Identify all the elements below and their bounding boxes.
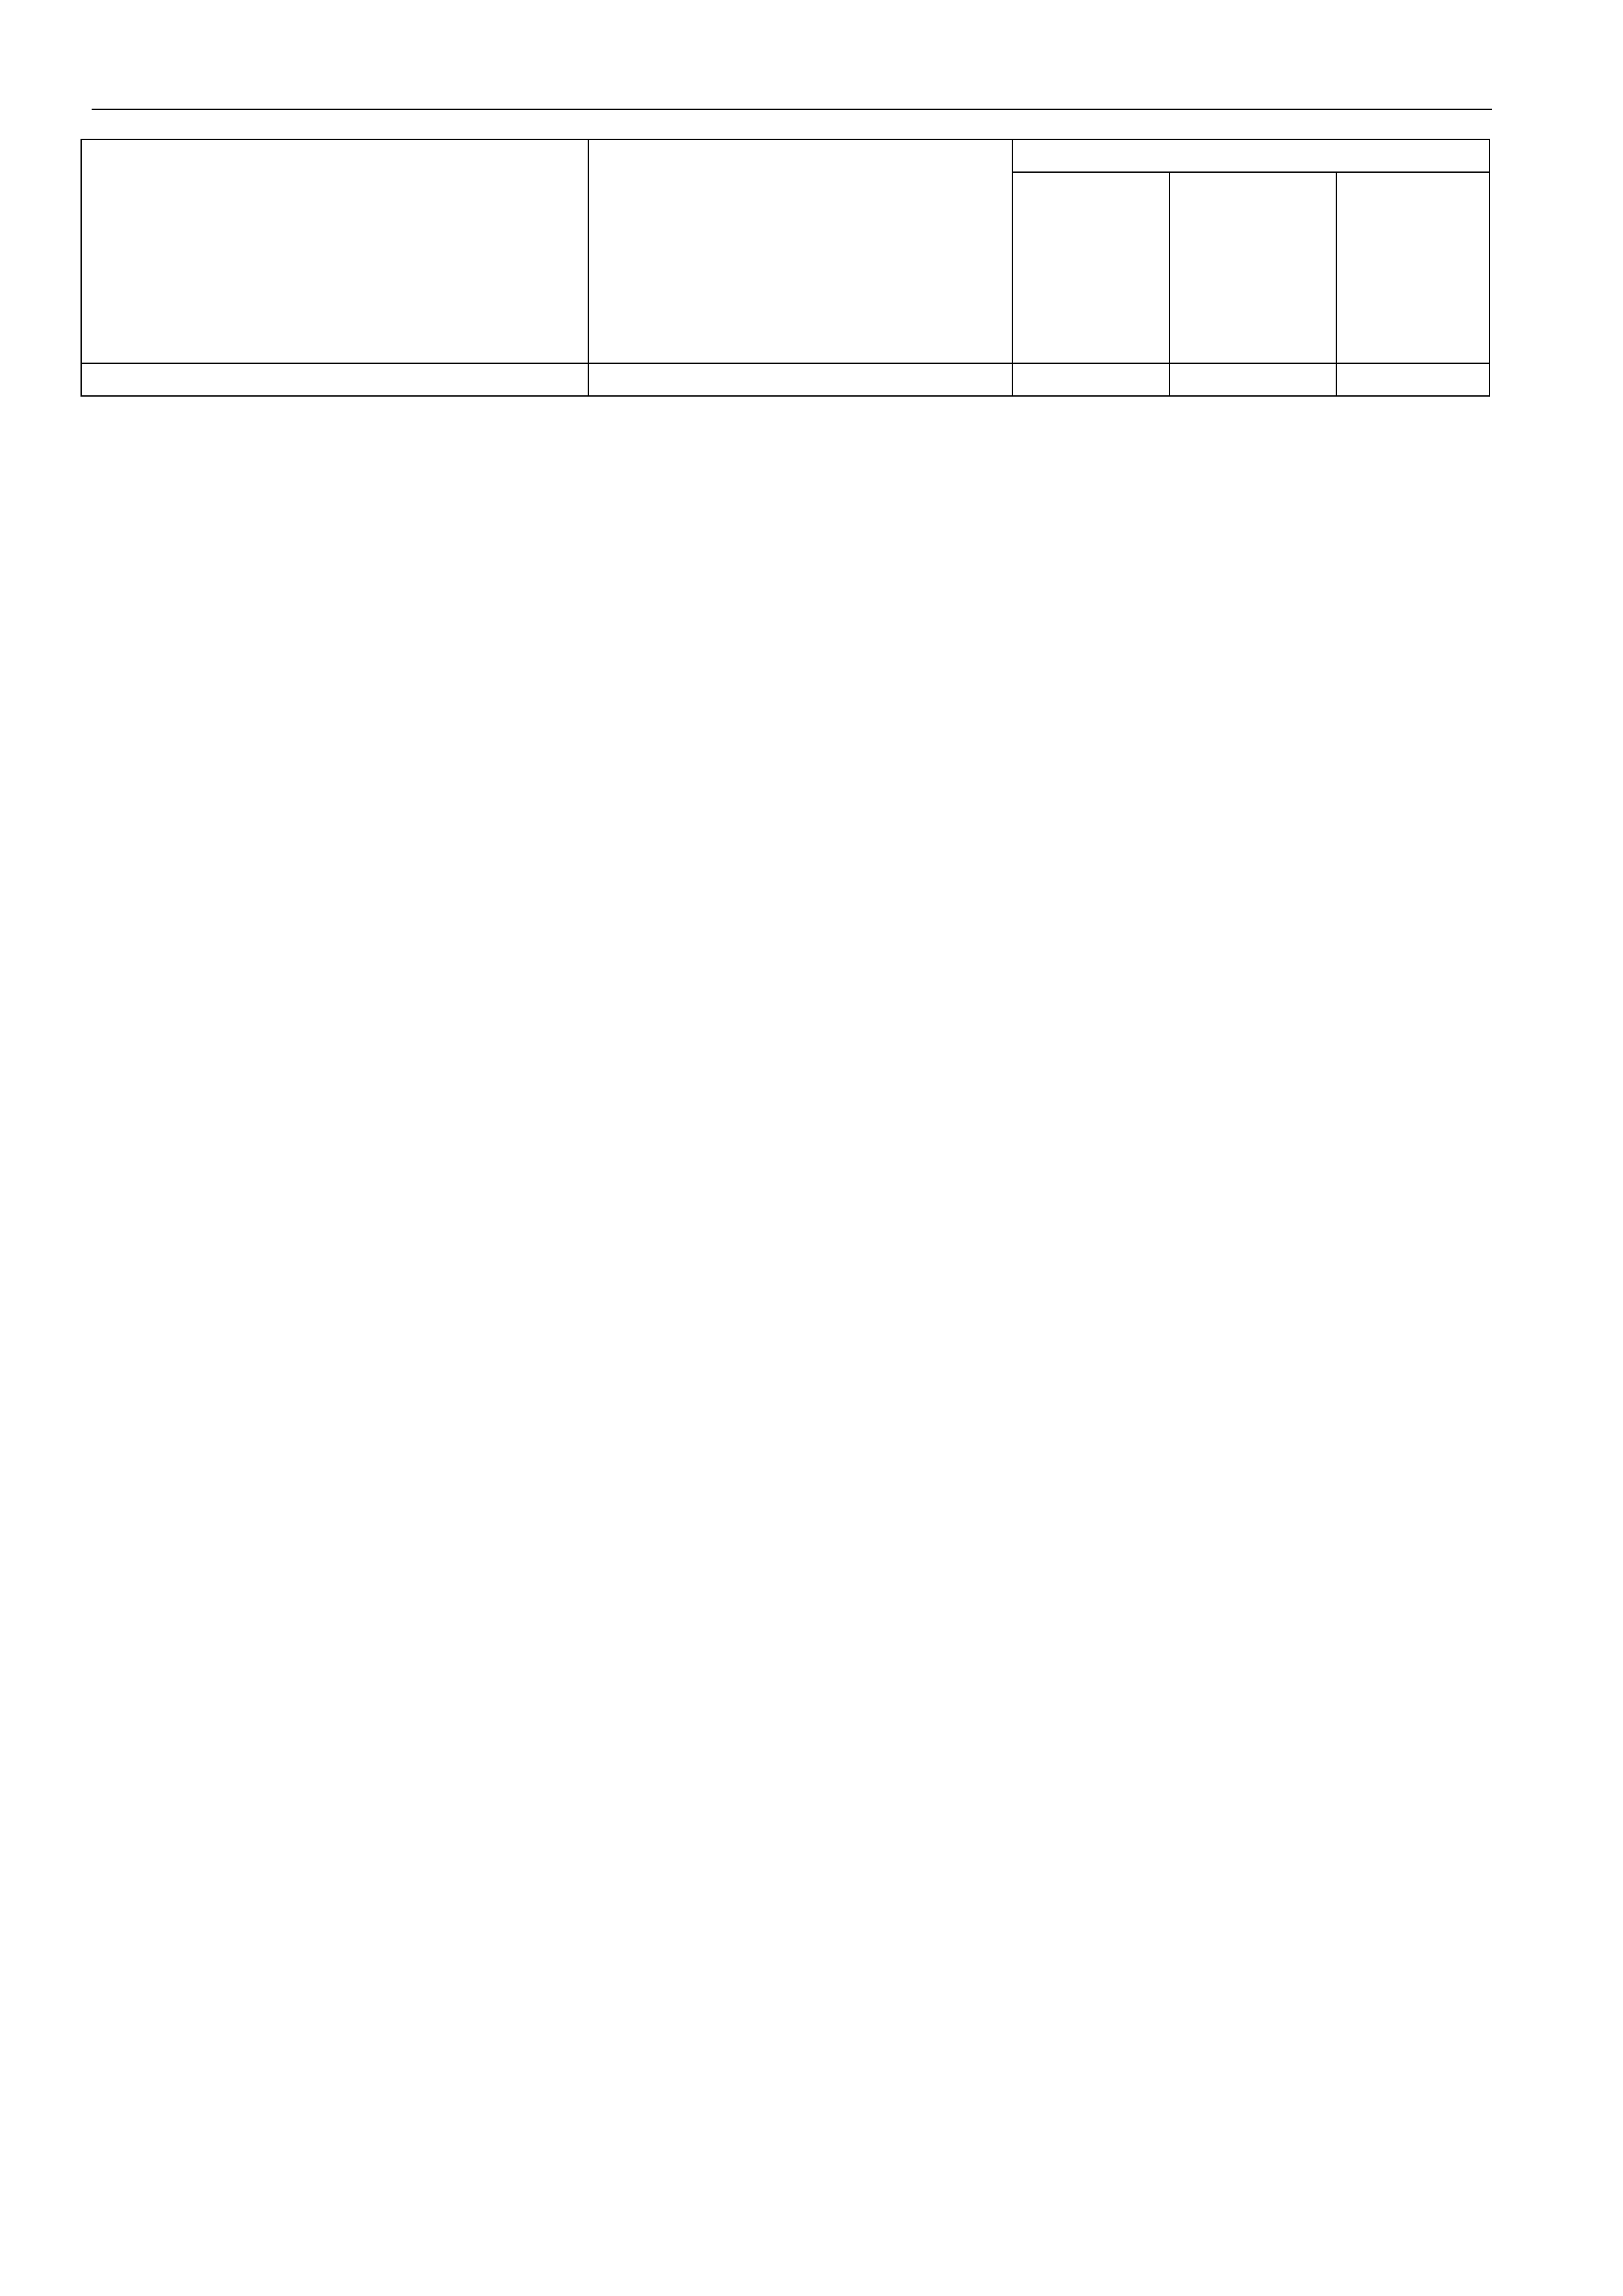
- column-number: [1169, 363, 1336, 396]
- column-number: [1012, 363, 1169, 396]
- column-number: [588, 363, 1012, 396]
- header-divider: [92, 109, 1492, 110]
- col-header-coef-materials: [1336, 172, 1489, 363]
- coefficients-table-body: [81, 139, 1489, 396]
- header-row-1: [81, 139, 1489, 172]
- col-header-code: [588, 139, 1012, 363]
- col-header-coefficients: [1012, 139, 1489, 172]
- col-header-coef-labor: [1012, 172, 1169, 363]
- col-header-conditions: [81, 139, 588, 363]
- col-header-coef-machines: [1169, 172, 1336, 363]
- column-number: [81, 363, 588, 396]
- column-number-row: [81, 363, 1489, 396]
- column-number: [1336, 363, 1489, 396]
- coefficients-table: [80, 139, 1490, 397]
